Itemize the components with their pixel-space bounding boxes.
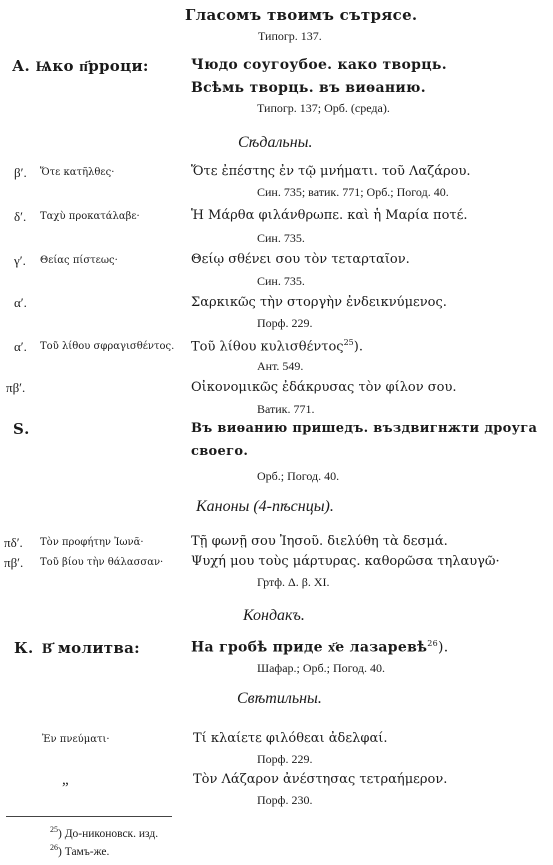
source-ref: Шафар.; Орб.; Погод. 40. [257, 661, 386, 675]
source-ref: Типогр. 137; Орб. (среда). [257, 101, 390, 115]
entry-incipit: Θείας πίστεως· [40, 255, 118, 266]
ditto-mark: „ [62, 772, 69, 788]
footnote-divider [6, 816, 172, 817]
kondak-text-with-footnote [191, 639, 449, 657]
entry-text: Θείῳ σθένει σου τὸν τεταρταῖον. [191, 252, 410, 267]
block2-line2: своего. [191, 444, 249, 459]
entry-text: Σαρκικῶς τὴν στοργὴν ἐνδεικνύμενος. [191, 295, 447, 310]
entry-text: Οἰκονομικῶς ἐδάκρυσας τὸν φίλον σου. [191, 380, 457, 395]
entry-text-tail: ). [353, 339, 363, 355]
footnote-ref: 25 [343, 338, 354, 347]
entry-incipit: Τοῦ λίθου σφραγισθέντος. [40, 341, 175, 352]
footnote-number: 26 [50, 843, 58, 852]
source-ref: Порф. 230. [257, 793, 313, 807]
entry-text: Τῇ φωνῇ σου Ἰησοῦ. διελύθη τὰ δεσμά. [191, 534, 448, 549]
source-ref: Порф. 229. [257, 752, 313, 766]
entry-number: К. [14, 639, 34, 657]
block1-line1: Чюдо соугоубое. како творць. [191, 57, 447, 73]
entry-text: Ψυχή μου τοὺς μάρτυρας. καθορῶσα τηλαυγῶ· [191, 554, 500, 569]
footnote-text: ) Тамъ-же. [58, 845, 110, 858]
entry-number: δ′. [14, 209, 27, 224]
entry-number: Ѕ. [13, 420, 30, 438]
section-heading: Свѣтильны. [237, 690, 322, 707]
source-ref: Гртф. Δ. β. XI. [257, 575, 330, 589]
entry-number: πδ′. [4, 535, 23, 550]
source-ref: Син. 735. [257, 231, 305, 245]
entry-number: πβ′. [6, 380, 26, 395]
entry-number: α′. [14, 339, 27, 354]
footnote-text: ) До-никоновск. изд. [58, 827, 159, 840]
entry-incipit: Τὸν προφήτην Ἰωνᾶ· [40, 537, 144, 548]
section-heading: Сѣдальны. [238, 134, 313, 151]
source-ref: Ватик. 771. [257, 402, 315, 416]
entry-text: Τί κλαίετε φιλόθεαι ἀδελφαί. [193, 731, 388, 746]
entry-text: Ὅτε ἐπέστης ἐν τῷ μνήματι. τοῦ Λαζάρου. [191, 164, 471, 179]
entry-text-tail: ). [438, 639, 449, 656]
entry-text-with-footnote [191, 338, 363, 354]
footnote [50, 825, 158, 840]
footnote-ref: 26 [427, 639, 439, 648]
entry-text: Τὸν Λάζαρον ἀνέστησας τετραήμερον. [193, 772, 448, 787]
entry-text: На гробѣ приде х҃е лазаревѣ [191, 639, 428, 656]
entry-incipit: Ὅτε κατῆλθες· [40, 167, 115, 178]
entry-incipit: Τοῦ βίου τὴν θάλασσαν· [40, 557, 164, 568]
source-ref: Ант. 549. [257, 359, 304, 373]
section-heading: Кондакъ. [243, 607, 305, 624]
entry-incipit: Ἐν πνεύματι· [42, 734, 110, 745]
source-ref: Син. 735. [257, 274, 305, 288]
kondak-incipit: В҃ молитва: [42, 639, 140, 657]
source-ref: Орб.; Погод. 40. [257, 469, 340, 483]
entry-number: β′. [14, 165, 27, 180]
entry-text: Ἡ Μάρθα φιλάνθρωπε. καὶ ἡ Μαρία ποτέ. [191, 208, 468, 223]
source-ref: Типогр. 137. [258, 29, 322, 43]
footnote [50, 843, 109, 858]
slav-title: Гласомъ твоимъ сътрясе. [185, 6, 418, 24]
block1-line2: Всѣмь творць. въ виѳанию. [191, 80, 426, 96]
source-ref: Син. 735; ватик. 771; Орб.; Погод. 40. [257, 185, 449, 199]
entry-text: Τοῦ λίθου κυλισθέντος [191, 339, 344, 355]
entry-incipit: Ταχὺ προκατάλαβε· [40, 211, 140, 222]
entry-number: πβ′. [4, 555, 24, 570]
source-ref: Порф. 229. [257, 316, 313, 330]
footnote-number: 25 [50, 825, 58, 834]
block2-line1: Въ виѳанию пришедъ. въздвигнжти дроуга [191, 421, 538, 436]
entry-number: γ′. [14, 253, 26, 268]
section-heading: Каноны (4-пѣснцы). [196, 498, 334, 515]
entry-number: α′. [14, 295, 27, 310]
block1-left: А. Ѩко п҃рроци: [12, 57, 149, 75]
